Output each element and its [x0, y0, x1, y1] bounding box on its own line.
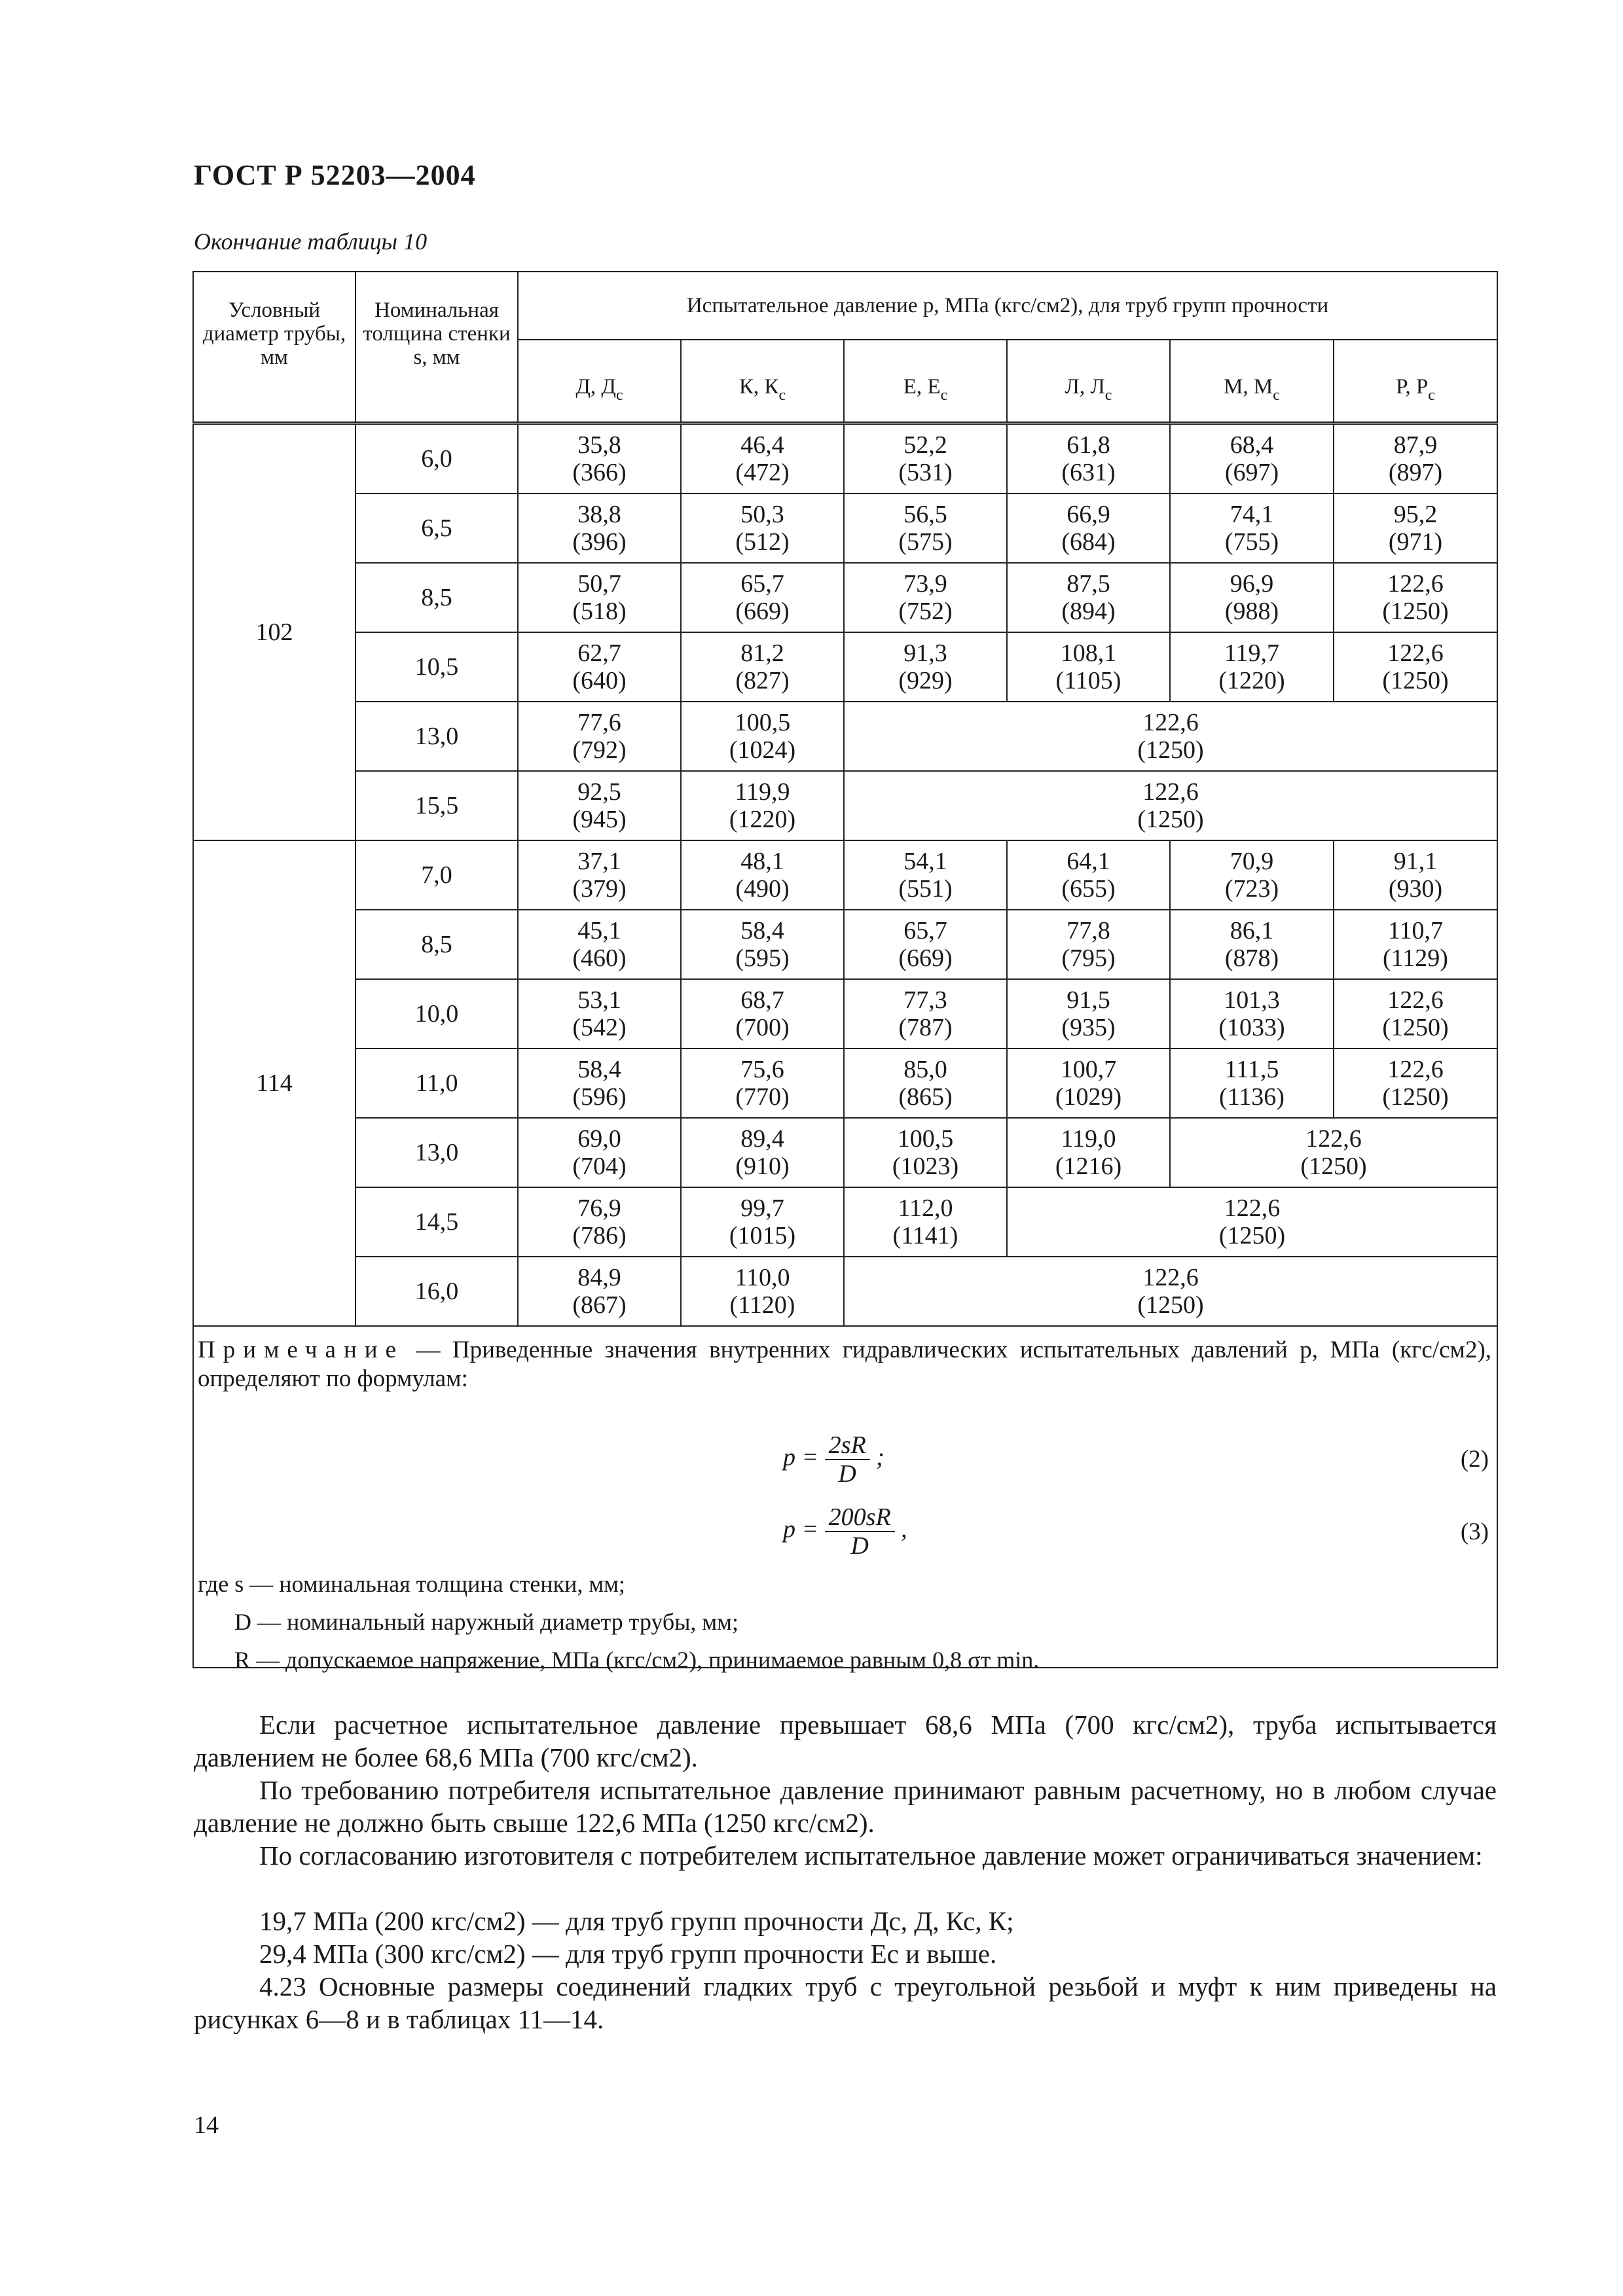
- table-row: [193, 632, 1497, 702]
- pressure-mpa: 61,8: [1067, 431, 1110, 459]
- note-text: [198, 1336, 1491, 1393]
- pressure-mpa: 108,1: [1060, 639, 1117, 667]
- pressure-kgf: (1220): [1218, 667, 1285, 694]
- wall-thickness-cell: 15,5: [356, 771, 518, 840]
- table-caption: Окончание таблицы 10: [194, 228, 428, 255]
- pressure-kgf: (755): [1224, 528, 1279, 556]
- pressure-cell: [1170, 1118, 1497, 1187]
- pressure-mpa: 50,7: [577, 570, 621, 598]
- pressure-mpa: 84,9: [577, 1264, 621, 1291]
- pressure-cell: [844, 702, 1497, 771]
- pressure-cell: [681, 563, 844, 632]
- pressure-kgf: (1250): [1300, 1153, 1367, 1180]
- pressure-cell: [681, 632, 844, 702]
- table-row: [193, 1187, 1497, 1257]
- pressure-cell: [518, 1257, 681, 1326]
- wall-thickness-cell: 8,5: [356, 910, 518, 979]
- pressure-mpa: 70,9: [1230, 848, 1274, 875]
- note-body: — Приведенные значения внутренних гидравлических испытательных давлений p, МПа (кгс/см2), определяют по формулам:: [198, 1336, 1492, 1392]
- table-row: [193, 771, 1497, 840]
- pressure-cell: [844, 910, 1007, 979]
- pressure-cell: [681, 771, 844, 840]
- header-group-5: [1334, 340, 1497, 423]
- pressure-mpa: 99,7: [740, 1194, 784, 1222]
- paragraph-4: 19,7 МПа (200 кгс/см2) — для труб групп прочности Дс, Д, Кс, К;: [259, 1906, 1014, 1936]
- pressure-kgf: (894): [1061, 598, 1116, 625]
- pressure-kgf: (1250): [1137, 806, 1204, 833]
- pressure-mpa: 81,2: [740, 639, 784, 667]
- pressure-mpa: 96,9: [1230, 570, 1274, 598]
- wall-thickness-cell: 11,0: [356, 1049, 518, 1118]
- pressure-cell: [1334, 1049, 1497, 1118]
- pressure-mpa: 91,5: [1067, 986, 1110, 1014]
- pressure-cell: [1170, 423, 1334, 494]
- pressure-mpa: 100,5: [897, 1125, 954, 1153]
- pressure-mpa: 91,3: [903, 639, 947, 667]
- pressure-mpa: 50,3: [740, 501, 784, 528]
- pressure-cell: [1170, 563, 1334, 632]
- pressure-cell: [681, 702, 844, 771]
- pressure-mpa: 56,5: [903, 501, 947, 528]
- pressure-cell: [518, 979, 681, 1049]
- formula-2: [783, 1431, 884, 1488]
- pressure-cell: [681, 979, 844, 1049]
- group-name: М, М: [1224, 374, 1273, 399]
- pressure-mpa: 110,7: [1387, 917, 1444, 944]
- pressure-mpa: 52,2: [903, 431, 947, 459]
- pressure-kgf: (1136): [1219, 1083, 1285, 1111]
- pressure-cell: [681, 1257, 844, 1326]
- formula-2-tail: ;: [876, 1443, 884, 1471]
- pressure-kgf: (512): [735, 528, 790, 556]
- pressure-cell: [844, 632, 1007, 702]
- pressure-cell: [681, 840, 844, 910]
- pressure-mpa: 68,4: [1230, 431, 1274, 459]
- pressure-mpa: 86,1: [1230, 917, 1274, 944]
- pressure-mpa: 119,9: [735, 778, 790, 806]
- formula-3-number: (3): [1460, 1518, 1489, 1545]
- pressure-cell: [1170, 493, 1334, 563]
- pressure-kgf: (700): [735, 1014, 790, 1041]
- pressure-kgf: (518): [572, 598, 627, 625]
- pressure-kgf: (910): [735, 1153, 790, 1180]
- pressure-kgf: (795): [1061, 944, 1116, 972]
- pressure-mpa: 53,1: [577, 986, 621, 1014]
- group-name: Е, Е: [903, 374, 941, 399]
- pressure-kgf: (1250): [1382, 1014, 1449, 1041]
- pressure-mpa: 85,0: [903, 1056, 947, 1083]
- pressure-cell: [518, 563, 681, 632]
- pressure-cell: [1007, 840, 1170, 910]
- pressure-mpa: 111,5: [1224, 1056, 1279, 1083]
- pressure-kgf: (490): [735, 875, 790, 903]
- paragraph-1: Если расчетное испытательное давление превышает 68,6 МПа (700 кгс/см2), труба испытывается давлением не более 68,6 МПа (700 кгс/см2).: [194, 1710, 1497, 1772]
- pressure-cell: [518, 632, 681, 702]
- pressure-cell: [844, 1257, 1497, 1326]
- pressure-cell: [1007, 493, 1170, 563]
- pressure-kgf: (596): [572, 1083, 627, 1111]
- pressure-kgf: (669): [735, 598, 790, 625]
- pressure-kgf: (770): [735, 1083, 790, 1111]
- pressure-kgf: (460): [572, 944, 627, 972]
- paragraph-6: 4.23 Основные размеры соединений гладких труб с треугольной резьбой и муфт к ним приведены на рисунках 6—8 и в таблицах 11—14.: [194, 1971, 1497, 2034]
- pressure-kgf: (669): [898, 944, 953, 972]
- pressure-kgf: (366): [572, 459, 627, 486]
- pressure-cell: [844, 563, 1007, 632]
- table-row: [193, 1049, 1497, 1118]
- pressure-kgf: (752): [898, 598, 953, 625]
- formula-2-denominator: D: [838, 1460, 856, 1488]
- pressure-kgf: (786): [572, 1222, 627, 1249]
- pressure-cell: [1007, 563, 1170, 632]
- pressure-kgf: (1141): [892, 1222, 958, 1249]
- pressure-kgf: (971): [1388, 528, 1443, 556]
- pressure-cell: [681, 1187, 844, 1257]
- pressure-kgf: (1250): [1218, 1222, 1286, 1249]
- wall-thickness-cell: 8,5: [356, 563, 518, 632]
- header-pressure-title: Испытательное давление p, МПа (кгс/см2), для труб групп прочности: [518, 272, 1497, 340]
- pressure-mpa: 73,9: [903, 570, 947, 598]
- header-group-2: [844, 340, 1007, 423]
- pressure-mpa: 122,6: [1224, 1194, 1281, 1222]
- wall-thickness-cell: 10,0: [356, 979, 518, 1049]
- group-subscript: с: [1428, 386, 1435, 404]
- pressure-mpa: 110,0: [735, 1264, 790, 1291]
- pressure-kgf: (827): [735, 667, 790, 694]
- table-row: [193, 493, 1497, 563]
- pressure-cell: [844, 1118, 1007, 1187]
- pressure-kgf: (655): [1061, 875, 1116, 903]
- pressure-kgf: (704): [572, 1153, 627, 1180]
- group-subscript: с: [940, 386, 948, 404]
- pressure-mpa: 75,6: [740, 1056, 784, 1083]
- pressure-kgf: (1250): [1382, 1083, 1449, 1111]
- pressure-kgf: (1120): [729, 1291, 795, 1319]
- group-name: Р, Р: [1396, 374, 1429, 399]
- group-name: Л, Л: [1065, 374, 1105, 399]
- pressure-kgf: (542): [572, 1014, 627, 1041]
- pressure-kgf: (867): [572, 1291, 627, 1319]
- pressure-cell: [518, 702, 681, 771]
- pressure-mpa: 66,9: [1067, 501, 1110, 528]
- pressure-mpa: 77,6: [577, 709, 621, 736]
- pressure-cell: [518, 910, 681, 979]
- pressure-kgf: (945): [572, 806, 627, 833]
- pressure-kgf: (396): [572, 528, 627, 556]
- pressure-cell: [681, 1118, 844, 1187]
- pressure-mpa: 62,7: [577, 639, 621, 667]
- pressure-mpa: 64,1: [1067, 848, 1110, 875]
- pressure-mpa: 46,4: [740, 431, 784, 459]
- pressure-kgf: (897): [1388, 459, 1443, 486]
- legend-r: R — допускаемое напряжение, МПа (кгс/см2), принимаемое равным 0,8 σт min.: [234, 1647, 1040, 1673]
- pressure-cell: [844, 1187, 1007, 1257]
- group-name: К, К: [739, 374, 779, 399]
- pressure-mpa: 87,9: [1393, 431, 1438, 459]
- pressure-kgf: (865): [898, 1083, 953, 1111]
- table-note: [193, 1326, 1497, 1673]
- pressure-cell: [1170, 840, 1334, 910]
- wall-thickness-cell: 10,5: [356, 632, 518, 702]
- page-number: 14: [194, 2111, 219, 2139]
- pressure-kgf: (379): [572, 875, 627, 903]
- header-group-0: [518, 340, 681, 423]
- formula-3: [783, 1503, 907, 1560]
- diameter-cell: 102: [193, 423, 356, 841]
- pressure-mpa: 122,6: [1142, 1264, 1199, 1291]
- formula-3-tail: ,: [901, 1515, 907, 1543]
- pressure-kgf: (935): [1061, 1014, 1116, 1041]
- pressure-cell: [518, 771, 681, 840]
- pressure-kgf: (1029): [1055, 1083, 1122, 1111]
- pressure-kgf: (1129): [1383, 944, 1448, 972]
- wall-thickness-cell: 13,0: [356, 1118, 518, 1187]
- pressure-mpa: 119,7: [1224, 639, 1280, 667]
- pressure-mpa: 119,0: [1061, 1125, 1116, 1153]
- pressure-cell: [844, 979, 1007, 1049]
- pressure-kgf: (595): [735, 944, 790, 972]
- pressure-mpa: 65,7: [740, 570, 784, 598]
- pressure-kgf: (551): [898, 875, 953, 903]
- pressure-kgf: (1216): [1055, 1153, 1122, 1180]
- pressure-mpa: 95,2: [1393, 501, 1438, 528]
- pressure-mpa: 48,1: [740, 848, 784, 875]
- wall-thickness-cell: 7,0: [356, 840, 518, 910]
- pressure-cell: [1170, 632, 1334, 702]
- pressure-mpa: 77,8: [1067, 917, 1110, 944]
- pressure-kgf: (787): [898, 1014, 953, 1041]
- group-name: Д, Д: [575, 374, 616, 399]
- pressure-kgf: (1220): [729, 806, 796, 833]
- pressure-kgf: (929): [898, 667, 953, 694]
- formula-3-numerator: 200sR: [825, 1503, 895, 1532]
- header-group-3: [1007, 340, 1170, 423]
- pressure-mpa: 58,4: [740, 917, 784, 944]
- pressure-cell: [1334, 840, 1497, 910]
- pressure-kgf: (723): [1224, 875, 1279, 903]
- wall-thickness-cell: 6,0: [356, 423, 518, 494]
- pressure-kgf: (1250): [1137, 1291, 1204, 1319]
- group-subscript: с: [778, 386, 786, 404]
- wall-thickness-cell: 16,0: [356, 1257, 518, 1326]
- pressure-kgf: (575): [898, 528, 953, 556]
- pressure-cell: [844, 493, 1007, 563]
- pressure-cell: [681, 1049, 844, 1118]
- pressure-kgf: (1023): [892, 1153, 959, 1180]
- pressure-kgf: (792): [572, 736, 627, 764]
- pressure-kgf: (988): [1224, 598, 1279, 625]
- pressure-mpa: 122,6: [1142, 778, 1199, 806]
- group-subscript: с: [615, 386, 623, 404]
- pressure-cell: [518, 1049, 681, 1118]
- header-diameter: Условный диаметр трубы, мм: [193, 272, 356, 423]
- pressure-cell: [1334, 979, 1497, 1049]
- pressure-cell: [1170, 979, 1334, 1049]
- pressure-kgf: (697): [1224, 459, 1279, 486]
- pressure-cell: [844, 840, 1007, 910]
- pressure-mpa: 91,1: [1393, 848, 1438, 875]
- pressure-cell: [1007, 979, 1170, 1049]
- pressure-mpa: 37,1: [577, 848, 621, 875]
- pressure-table: [192, 271, 1498, 1673]
- pressure-kgf: (640): [572, 667, 627, 694]
- pressure-cell: [518, 1118, 681, 1187]
- pressure-cell: [681, 423, 844, 494]
- pressure-mpa: 100,7: [1060, 1056, 1117, 1083]
- wall-thickness-cell: 13,0: [356, 702, 518, 771]
- pressure-mpa: 122,6: [1387, 986, 1444, 1014]
- pressure-kgf: (1015): [729, 1222, 796, 1249]
- legend-d: D — номинальный наружный диаметр трубы, мм;: [234, 1609, 739, 1635]
- pressure-mpa: 45,1: [577, 917, 621, 944]
- diameter-cell: 114: [193, 840, 356, 1326]
- pressure-cell: [681, 493, 844, 563]
- pressure-kgf: (930): [1388, 875, 1443, 903]
- pressure-mpa: 122,6: [1142, 709, 1199, 736]
- header-wall-thickness: Номинальная толщина стенки s, мм: [356, 272, 518, 423]
- pressure-mpa: 122,6: [1387, 639, 1444, 667]
- legend-s: где s — номинальная толщина стенки, мм;: [198, 1571, 625, 1597]
- pressure-mpa: 100,5: [734, 709, 791, 736]
- pressure-mpa: 92,5: [577, 778, 621, 806]
- pressure-kgf: (1024): [729, 736, 796, 764]
- pressure-cell: [1007, 1049, 1170, 1118]
- pressure-mpa: 112,0: [898, 1194, 953, 1222]
- header-group-1: [681, 340, 844, 423]
- pressure-mpa: 69,0: [577, 1125, 621, 1153]
- pressure-kgf: (1105): [1055, 667, 1122, 694]
- paragraph-5: 29,4 МПа (300 кгс/см2) — для труб групп прочности Ес и выше.: [259, 1939, 997, 1969]
- pressure-kgf: (531): [898, 459, 953, 486]
- pressure-kgf: (1250): [1382, 598, 1449, 625]
- pressure-mpa: 65,7: [903, 917, 947, 944]
- group-subscript: с: [1104, 386, 1112, 404]
- pressure-cell: [1007, 1118, 1170, 1187]
- pressure-cell: [844, 1049, 1007, 1118]
- pressure-cell: [518, 1187, 681, 1257]
- group-subscript: с: [1273, 386, 1280, 404]
- pressure-cell: [1007, 910, 1170, 979]
- formula-2-numerator: 2sR: [825, 1431, 870, 1460]
- pressure-cell: [518, 423, 681, 494]
- pressure-mpa: 122,6: [1387, 1056, 1444, 1083]
- pressure-mpa: 89,4: [740, 1125, 784, 1153]
- pressure-mpa: 35,8: [577, 431, 621, 459]
- pressure-kgf: (1250): [1137, 736, 1204, 764]
- table-row: [193, 910, 1497, 979]
- pressure-mpa: 122,6: [1387, 570, 1444, 598]
- formula-3-lhs: p =: [783, 1515, 819, 1543]
- wall-thickness-cell: 14,5: [356, 1187, 518, 1257]
- pressure-cell: [1007, 423, 1170, 494]
- note-label: Примечание: [198, 1336, 404, 1363]
- paragraph-2: По требованию потребителя испытательное давление принимают равным расчетному, но в любом случае давление не должно быть свыше 122,6 МПа (1250 кгс/см2).: [194, 1775, 1497, 1838]
- pressure-cell: [681, 910, 844, 979]
- pressure-cell: [518, 493, 681, 563]
- wall-thickness-cell: 6,5: [356, 493, 518, 563]
- pressure-cell: [1007, 1187, 1497, 1257]
- pressure-mpa: 76,9: [577, 1194, 621, 1222]
- pressure-kgf: (631): [1061, 459, 1116, 486]
- header-group-4: [1170, 340, 1334, 423]
- pressure-cell: [1334, 493, 1497, 563]
- pressure-cell: [1334, 910, 1497, 979]
- pressure-mpa: 68,7: [740, 986, 784, 1014]
- table-row: [193, 1118, 1497, 1187]
- pressure-mpa: 87,5: [1067, 570, 1110, 598]
- pressure-kgf: (1250): [1382, 667, 1449, 694]
- pressure-cell: [1170, 910, 1334, 979]
- document-title: ГОСТ Р 52203—2004: [194, 159, 476, 191]
- formula-2-number: (2): [1460, 1446, 1489, 1473]
- table-row: [193, 840, 1497, 910]
- pressure-cell: [1007, 632, 1170, 702]
- pressure-cell: [518, 840, 681, 910]
- pressure-mpa: 38,8: [577, 501, 621, 528]
- formula-2-lhs: p =: [783, 1443, 819, 1471]
- table-row: [193, 563, 1497, 632]
- table-row: [193, 702, 1497, 771]
- pressure-mpa: 122,6: [1305, 1125, 1362, 1153]
- formula-3-denominator: D: [850, 1532, 869, 1560]
- table-row: [193, 423, 1497, 494]
- pressure-cell: [844, 771, 1497, 840]
- pressure-kgf: (1033): [1218, 1014, 1285, 1041]
- table-row: [193, 979, 1497, 1049]
- pressure-kgf: (878): [1224, 944, 1279, 972]
- pressure-cell: [1334, 423, 1497, 494]
- pressure-mpa: 101,3: [1224, 986, 1280, 1014]
- pressure-kgf: (472): [735, 459, 790, 486]
- paragraph-3: По согласованию изготовителя с потребителем испытательное давление может ограничиваться значением:: [259, 1840, 1483, 1871]
- pressure-mpa: 54,1: [903, 848, 947, 875]
- pressure-mpa: 74,1: [1230, 501, 1274, 528]
- pressure-kgf: (684): [1061, 528, 1116, 556]
- pressure-cell: [1170, 1049, 1334, 1118]
- pressure-mpa: 77,3: [903, 986, 947, 1014]
- pressure-cell: [1334, 632, 1497, 702]
- pressure-cell: [844, 423, 1007, 494]
- table-row: [193, 1257, 1497, 1326]
- pressure-cell: [1334, 563, 1497, 632]
- pressure-mpa: 58,4: [577, 1056, 621, 1083]
